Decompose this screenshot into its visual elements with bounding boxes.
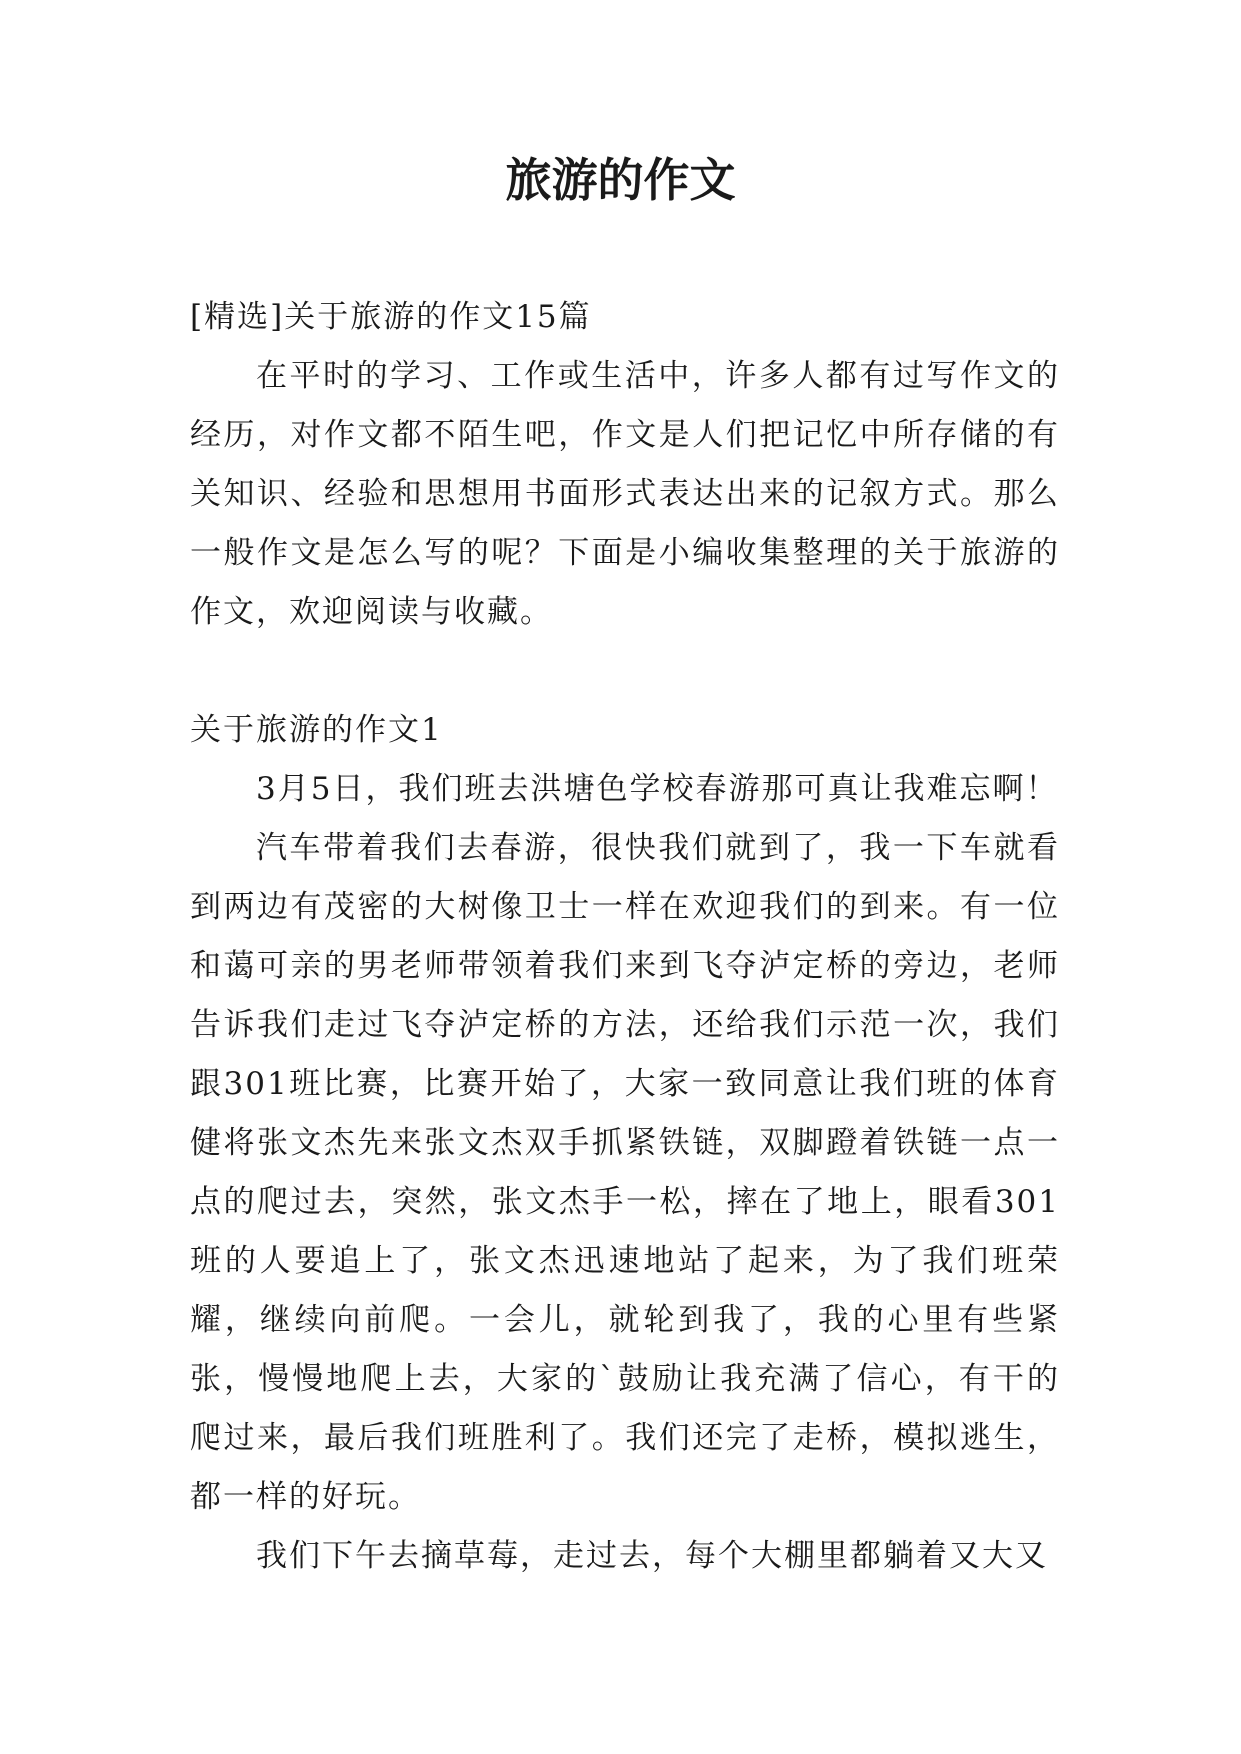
section-spacer (190, 642, 1060, 701)
document-subtitle: [精选]关于旅游的作文15篇 (190, 299, 592, 335)
section-paragraph-1: 3月5日，我们班去洪塘色学校春游那可真让我难忘啊！ (256, 771, 1059, 807)
page-title: 旅游的作文 (505, 153, 736, 207)
document-body (190, 288, 1060, 1586)
intro-paragraph: 在平时的学习、工作或生活中，许多人都有过写作文的经历，对作文都不陌生吧，作文是人们把记忆中所存储的有关知识、经验和思想用书面形式表达出来的记叙方式。那么一般作文是怎么写的呢？下面是小编收集整理的关于旅游的作文，欢迎阅读与收藏。 (190, 358, 1060, 630)
section-paragraph-2: 汽车带着我们去春游，很快我们就到了，我一下车就看到两边有茂密的大树像卫士一样在欢迎我们的到来。有一位和蔼可亲的男老师带领着我们来到飞夺泸定桥的旁边，老师告诉我们走过飞夺泸定桥的方法，还给我们示范一次，我们跟301班比赛，比赛开始了，大家一致同意让我们班的体育健将张文杰先来张文杰双手抓紧铁链，双脚蹬着铁链一点一点的爬过去，突然，张文杰手一松，摔在了地上，眼看301班的人要追上了，张文杰迅速地站了起来，为了我们班荣耀，继续向前爬。一会儿，就轮到我了，我的心里有些紧张，慢慢地爬上去，大家的`鼓励让我充满了信心，有干的爬过来，最后我们班胜利了。我们还完了走桥，模拟逃生，都一样的好玩。 (190, 830, 1060, 1515)
section-paragraph-3: 我们下午去摘草莓，走过去，每个大棚里都躺着又大又 (256, 1538, 1048, 1574)
section-heading: 关于旅游的作文1 (190, 712, 443, 748)
